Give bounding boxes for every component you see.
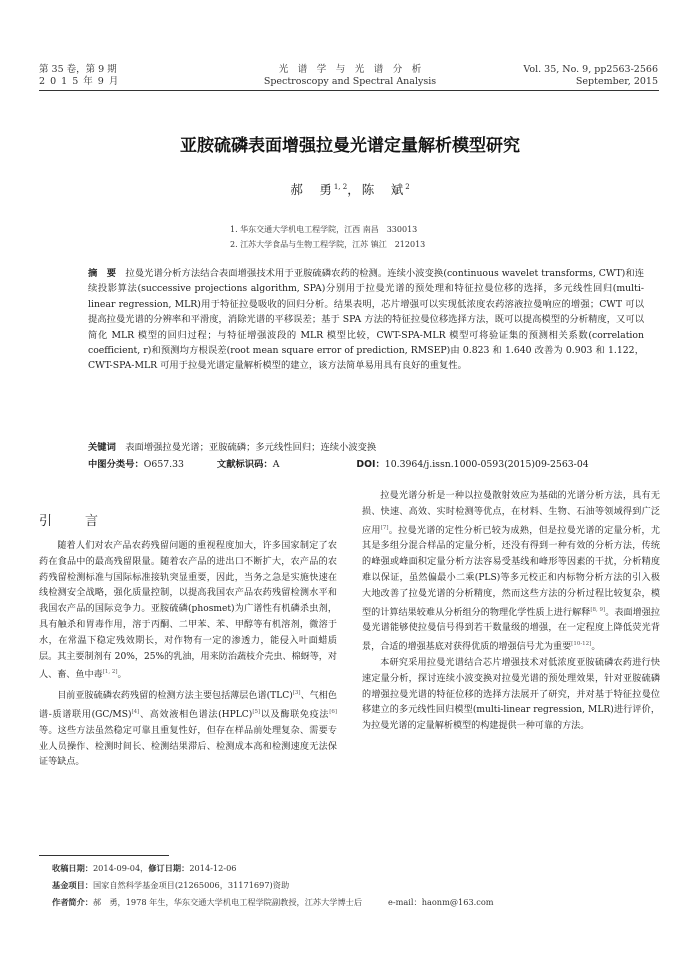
journal-month: September, 2015 — [575, 76, 658, 87]
abstract-text: 拉曼光谱分析方法结合表面增强技术用于亚胺硫磷农药的检测。连续小波变换(continuous wavelet transforms, CWT)和连续投影算法(successive projections algorithm, SPA)分别用于拉曼光谱的预处理和特征拉曼位移的选择，多元线性回归(multi-linear regression, MLR)用于特征拉曼吸收的回归分析。结果表明，芯片增强可以实现低浓度农药溶液拉曼响应的增强；CWT 可以提高拉曼光谱的分辨率和平滑度，消除光谱的平移误差；基于 SPA 方法的特征拉曼位移选择方法，既可以提高模型的分析精度，又可以简化 MLR 模型的回归过程；与特征增强波段的 MLR 模型比较，CWT-SPA-MLR 模型可将验证集的预测相关系数(correlation coefficient, r)和预测均方根误差(root mean square error of prediction, RMSEP)由 0.823 和 1.640 改善为 0.903 和 1.122，CWT-SPA-MLR 可用于拉曼光谱定量解析模型的建立，该方法简单易用具有良好的重复性。 — [88, 268, 644, 372]
bio-text: 郝 勇，1978 年生，华东交通大学机电工程学院副教授，江苏大学博士后 — [92, 897, 363, 907]
received-date: 2014-09-04， — [92, 863, 149, 873]
section-heading: 引 言 — [39, 514, 109, 529]
doi-value: 10.3964/j.issn.1000-0593(2015)09-2563-04 — [384, 459, 589, 470]
affiliation: 1. 华东交通大学机电工程学院，江西 南昌 330013 — [230, 225, 418, 234]
journal-date: 2 0 1 5 年 9 月 — [39, 76, 120, 87]
footnote-bio — [52, 894, 652, 911]
header-rule — [39, 90, 659, 91]
revised-date: 2014-12-06 — [189, 863, 237, 873]
author-name: 陈 斌 — [361, 182, 406, 197]
paragraph: 本研究采用拉曼光谱结合芯片增强技术对低浓度亚胺硫磷农药进行快速定量分析，探讨连续小波变换对拉曼光谱的预处理效果，针对亚胺硫磷的增强拉曼光谱的特征位移的选择方法展开了研究，并对基于特征拉曼位移建立的多元线性回归模型(multi-linear regression, MLR)进行评价，为拉曼光谱的定量解析模型的构建提供一种可靠的方法。 — [362, 658, 660, 732]
citation: [4] — [131, 709, 140, 716]
keywords-text: 表面增强拉曼光谱；亚胺硫磷；多元线性回归；连续小波变换 — [125, 442, 377, 453]
journal-name-en: Spectroscopy and Spectral Analysis — [263, 76, 437, 87]
doc-code-value: A — [272, 459, 280, 470]
fund-label: 基金项目： — [52, 880, 93, 890]
author-name: 郝 勇 — [290, 182, 334, 197]
citation: [5] — [252, 709, 261, 716]
right-column — [362, 489, 660, 735]
author-affil-mark: 1, 2 — [333, 182, 348, 191]
clc-value: O657.33 — [143, 459, 184, 470]
author-line — [0, 180, 700, 198]
footnote-fund — [52, 877, 652, 894]
journal-volume: 第 35 卷，第 9 期 — [39, 64, 117, 75]
abstract-label: 摘 要 — [88, 268, 117, 279]
affiliation: 2. 江苏大学食品与生物工程学院，江苏 镇江 212013 — [230, 240, 426, 249]
keywords-label: 关键词 — [88, 442, 116, 453]
author-email: e-mail：haonm@163.com — [388, 897, 494, 907]
doi-label: DOI： — [356, 459, 385, 470]
journal-name-cn: 光 谱 学 与 光 谱 分 析 — [278, 64, 422, 75]
author-separator: ， — [347, 182, 362, 197]
author-affil-mark: 2 — [405, 182, 410, 191]
doc-code-label: 文献标识码： — [216, 459, 273, 470]
citation: [8, 9] — [590, 606, 606, 613]
abstract — [88, 266, 644, 374]
citation: [6] — [329, 709, 337, 716]
fund-text: 国家自然科学基金项目(21265006，31171697)资助 — [92, 880, 290, 890]
clc-label: 中图分类号： — [88, 459, 144, 470]
citation: [7] — [380, 524, 389, 531]
citation: [3] — [292, 690, 301, 697]
revised-label: 修订日期： — [148, 863, 190, 873]
footnote-dates — [52, 860, 652, 877]
citation: [10-12] — [571, 641, 592, 648]
left-column — [39, 539, 337, 771]
paragraph: 拉曼光谱分析是一种以拉曼散射效应为基础的光谱分析方法，具有无损、快速、高效、实时检测等优点，在材料、生物、石油等领域得到广泛应用[7]。拉曼光谱的定性分析已较为成熟，但是拉曼光谱的定量分析，尤其是多组分混合样品的定量分析，还没有得到一种有效的分析方法，传统的峰强或峰面积定量分析方法容易受基线和峰形等因素的干扰，分析精度难以保证，虽然偏最小二乘(PLS)等多元校正和内标物分析方法的引入极大地改善了拉曼光谱的分析精度，然而这些方法的分析过程比较复杂，模型的计算结果较难从分析组分的物理化学性质上进行解释[8, 9]。表面增强拉曼光谱能够使拉曼信号得到若干数量级的增强，在一定程度上降低荧光背景，合适的增强基底对获得优质的增强信号尤为重要[10-12]。 — [362, 491, 660, 653]
keywords — [88, 440, 648, 455]
bio-label: 作者简介： — [52, 897, 93, 907]
received-label: 收稿日期： — [52, 863, 93, 873]
classification-line — [88, 457, 648, 472]
footnote-rule — [39, 855, 169, 856]
journal-pages: Vol. 35, No. 9, pp2563-2566 — [523, 64, 658, 75]
paragraph: 随着人们对农产品农药残留问题的重视程度加大，许多国家制定了农药在食品中的最高残留限量。随着农产品的进出口不断扩大，农产品的农药残留检测标准与国际标准接轨突显重要，因此，当务之急是实施快速在线检测安全战略，强化质量控制，以提高我国农产品农药残留检测水平和我国农产品的国际竞争力。亚胺硫磷(phosmet)为广谱性有机磷杀虫剂，具有触杀和胃毒作用，溶于丙酮、二甲苯、苯、甲醇等有机溶剂，微溶于水，在常温下稳定残效期长，对作物有一定的渗透力，能侵入叶面蜡质层。其主要制剂有 20%，25%的乳油，用来防治蔬枝介壳虫、棉蚜等，对人、畜、鱼中毒[1, 2]。 — [39, 541, 337, 681]
paragraph: 目前亚胺硫磷农药残留的检测方法主要包括薄层色谱(TLC)[3]、气相色谱-质谱联用(GC/MS)[4]、高效液相色谱法(HPLC)[5]以及酶联免疫法[6]等。这些方法虽然稳定可靠且重复性好，但存在样品前处理复杂、需要专业人员操作、检测时间长、检测结果滞后、检测成本高和检测速度无法保证等缺点。 — [39, 690, 337, 768]
citation: [1, 2] — [102, 669, 118, 676]
paper-title: 亚胺硫磷表面增强拉曼光谱定量解析模型研究 — [180, 136, 520, 156]
